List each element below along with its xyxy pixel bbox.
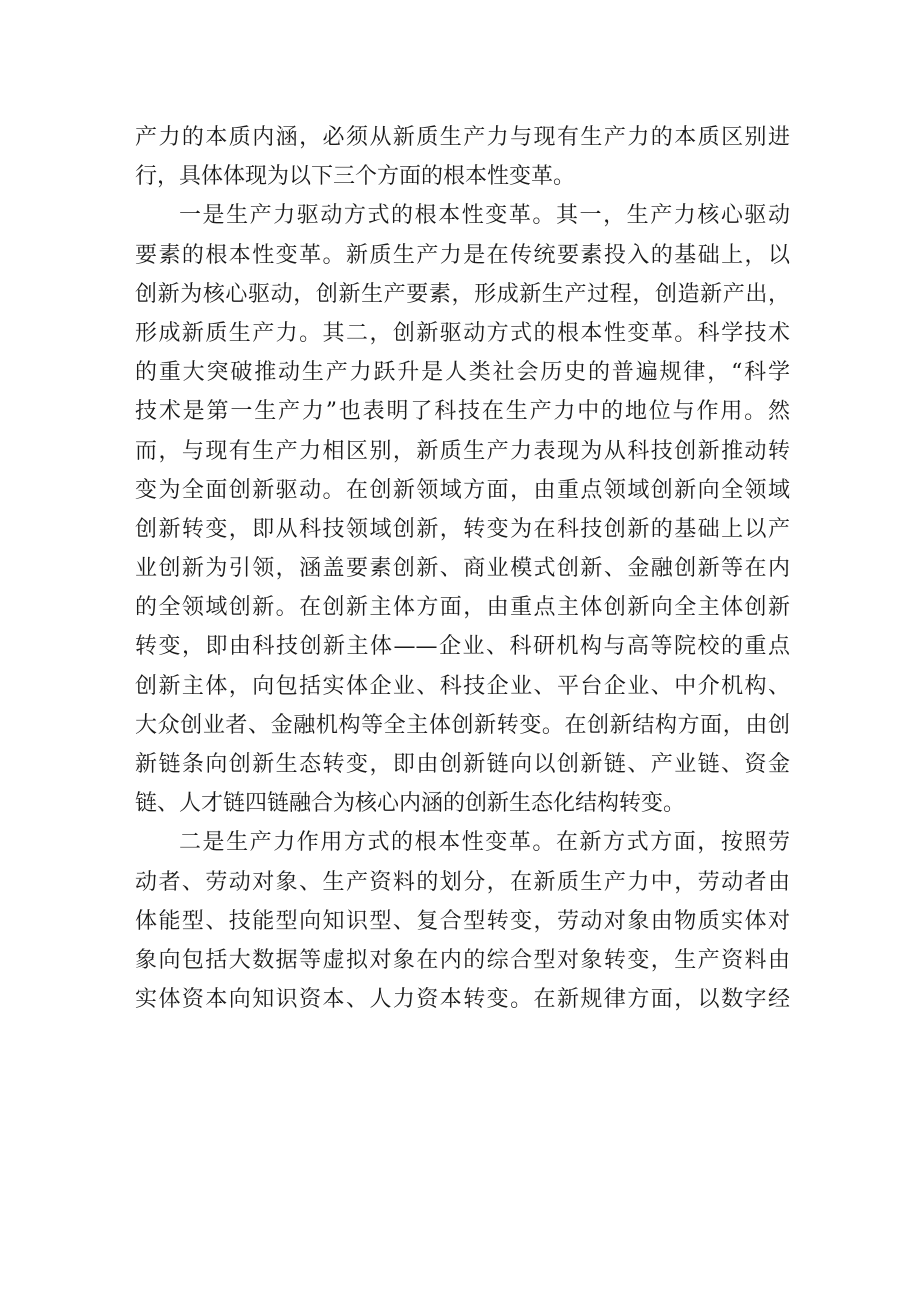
text-line: 业创新为引领，涵盖要素创新、商业模式创新、金融创新等在内 [135, 556, 790, 582]
text-line: 而，与现有生产力相区别，新质生产力表现为从科技创新推动转 [135, 438, 790, 464]
text-line: 的全领域创新。在创新主体方面，由重点主体创新向全主体创新 [135, 595, 790, 621]
text-line: 形成新质生产力。其二，创新驱动方式的根本性变革。科学技术 [135, 320, 790, 346]
text-line: 转变，即由科技创新主体——企业、科研机构与高等院校的重点 [135, 634, 790, 660]
text-line: 新链条向创新生态转变，即由创新链向以创新链、产业链、资金 [135, 752, 790, 777]
body-text [135, 118, 790, 1019]
text-line: 产力的本质内涵，必须从新质生产力与现有生产力的本质区别进 [135, 125, 790, 150]
text-line: 创新主体，向包括实体企业、科技企业、平台企业、中介机构、 [135, 673, 790, 699]
paragraph-start-line: 一是生产力驱动方式的根本性变革。其一，生产力核心驱动 [179, 203, 790, 229]
text-line: 创新为核心驱动，创新生产要素，形成新生产过程，创造新产出， [135, 281, 790, 307]
text-line: 变为全面创新驱动。在创新领域方面，由重点领域创新向全领域 [135, 477, 790, 503]
text-line: 实体资本向知识资本、人力资本转变。在新规律方面，以数字经 [135, 987, 790, 1013]
text-line: 体能型、技能型向知识型、复合型转变，劳动对象由物质实体对 [135, 908, 790, 934]
text-line: 动者、劳动对象、生产资料的划分，在新质生产力中，劳动者由 [135, 869, 790, 895]
text-line: 创新转变，即从科技领域创新，转变为在科技创新的基础上以产 [135, 516, 790, 542]
text-line: 链、人才链四链融合为核心内涵的创新生态化结构转变。 [135, 791, 686, 817]
text-line: 行，具体体现为以下三个方面的根本性变革。 [135, 164, 576, 190]
paragraph-start-line: 二是生产力作用方式的根本性变革。在新方式方面，按照劳 [179, 830, 790, 856]
text-line: 要素的根本性变革。新质生产力是在传统要素投入的基础上，以 [135, 242, 790, 268]
text-line: 技术是第一生产力”也表明了科技在生产力中的地位与作用。然 [135, 399, 790, 425]
text-line: 大众创业者、金融机构等全主体创新转变。在创新结构方面，由创 [135, 712, 790, 738]
text-line: 象向包括大数据等虚拟对象在内的综合型对象转变，生产资料由 [135, 947, 790, 973]
text-line: 的重大突破推动生产力跃升是人类社会历史的普遍规律，“科学 [135, 360, 790, 386]
